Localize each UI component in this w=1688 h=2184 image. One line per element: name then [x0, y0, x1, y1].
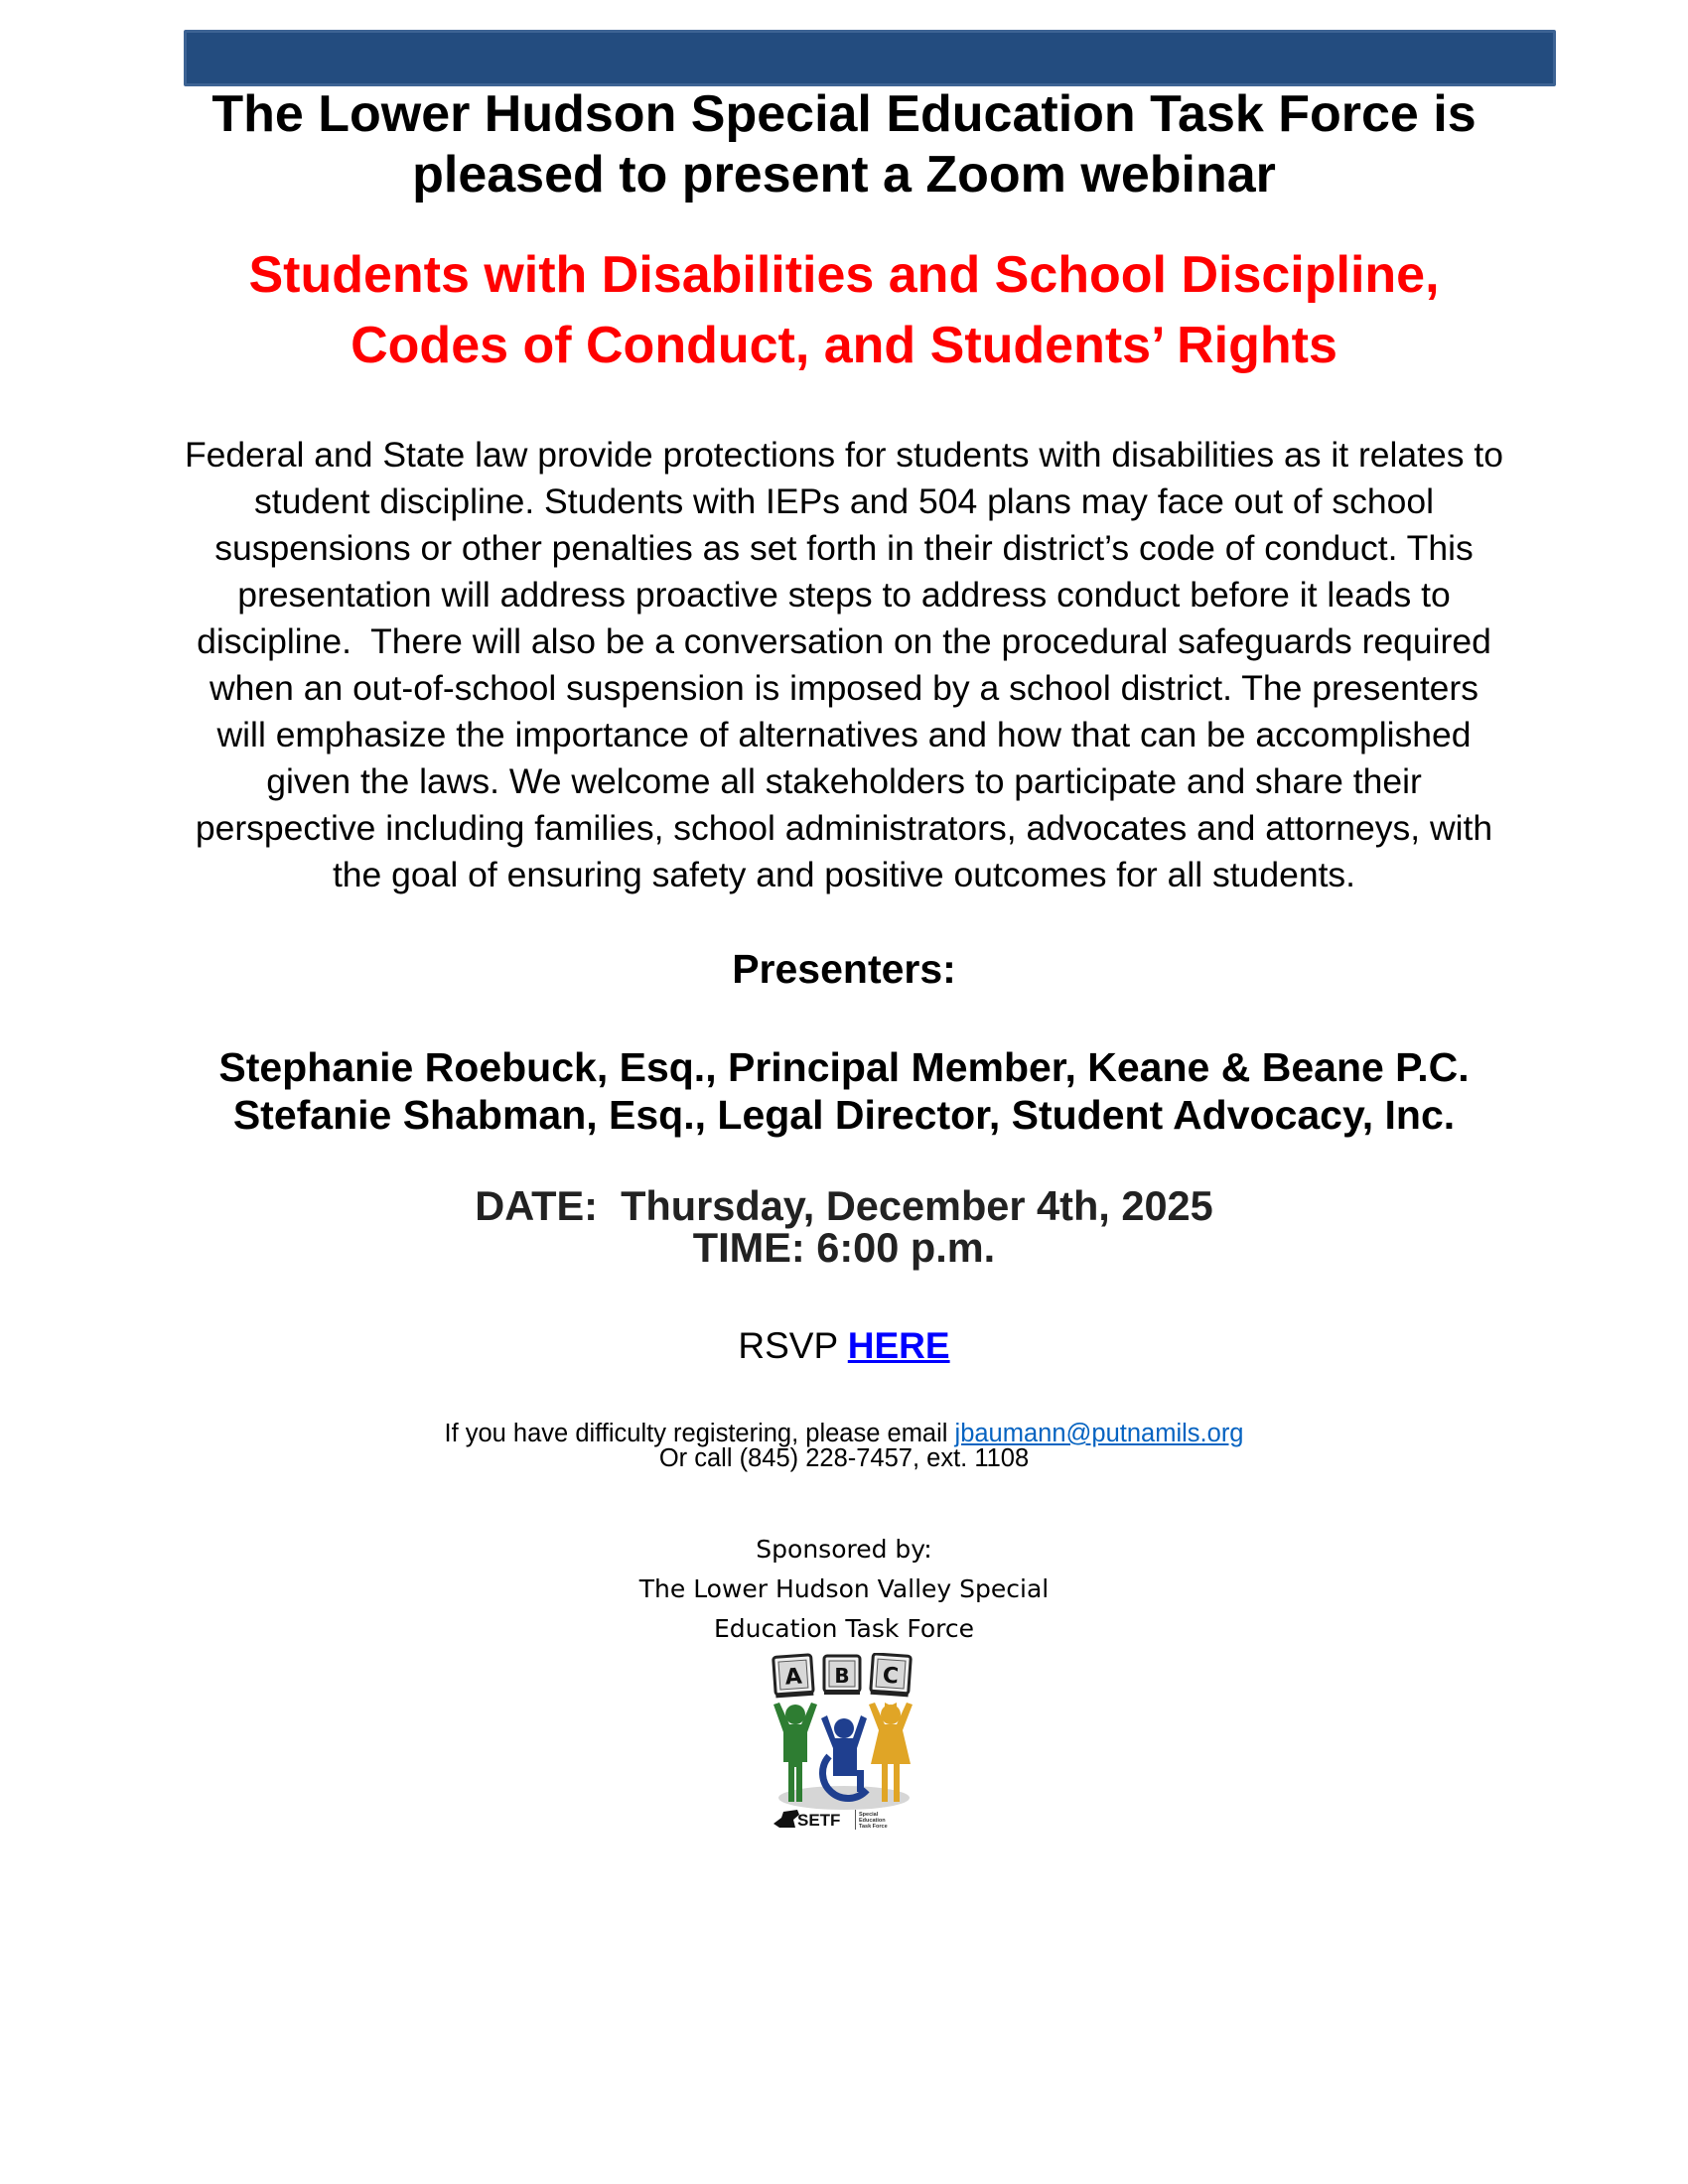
- description-line: will emphasize the importance of alternatives and how that can be accomplished: [216, 715, 1472, 754]
- event-time: TIME: 6:00 p.m.: [692, 1224, 996, 1271]
- contact-phone: Or call (845) 228-7457, ext. 1108: [658, 1444, 1030, 1472]
- intro-heading-line-1: The Lower Hudson Special Education Task Force is: [211, 85, 1477, 143]
- setf-tagline-3: Task Force: [859, 1824, 888, 1830]
- yellow-child-icon: [869, 1703, 913, 1802]
- presenter-2: Stefanie Shabman, Esq., Legal Director, Student Advocacy, Inc.: [232, 1092, 1456, 1138]
- description-line: discipline. There will also be a conversation on the procedural safeguards required: [197, 621, 1491, 661]
- description-line: suspensions or other penalties as set forth in their district’s code of conduct. This: [214, 528, 1474, 568]
- webinar-title-line-1: Students with Disabilities and School Discipline,: [248, 246, 1440, 304]
- sponsor-name-line-1: The Lower Hudson Valley Special: [638, 1574, 1050, 1603]
- sponsor-name-line-2: Education Task Force: [714, 1614, 974, 1643]
- presenter-1: Stephanie Roebuck, Esq., Principal Member, Keane & Beane P.C.: [218, 1044, 1470, 1090]
- intro-heading-line-2: pleased to present a Zoom webinar: [412, 146, 1276, 204]
- description-line: presentation will address proactive steps to address conduct before it leads to: [237, 575, 1451, 614]
- header-banner: [184, 30, 1556, 86]
- green-child-icon: [774, 1703, 817, 1802]
- description-line: student discipline. Students with IEPs and 504 plans may face out of school: [254, 481, 1434, 521]
- description-line: given the laws. We welcome all stakeholders to participate and share their: [266, 761, 1422, 801]
- description-line: perspective including families, school administrators, advocates and attorneys, with: [195, 808, 1493, 848]
- presenters-label: Presenters:: [732, 946, 956, 992]
- setf-tagline-2: Education: [859, 1818, 886, 1824]
- webinar-title-line-2: Codes of Conduct, and Students’ Rights: [351, 317, 1337, 374]
- contact-email-link[interactable]: jbaumann@putnamils.org: [954, 1420, 1244, 1447]
- event-date: DATE: Thursday, December 4th, 2025: [475, 1182, 1213, 1229]
- setf-tagline-1: Special: [859, 1812, 879, 1818]
- block-letter-c: C: [881, 1663, 900, 1690]
- setf-wordmark: [774, 1810, 888, 1830]
- abc-blocks-icon: [774, 1654, 912, 1699]
- rsvp-label: RSVP: [738, 1325, 838, 1366]
- block-letter-b: B: [834, 1664, 850, 1688]
- setf-logo: [770, 1653, 918, 1832]
- rsvp-here-link[interactable]: HERE: [847, 1325, 950, 1366]
- new-york-state-icon: [774, 1810, 799, 1828]
- sponsored-by-label: Sponsored by:: [756, 1535, 932, 1564]
- wheelchair-child-icon: [821, 1715, 867, 1798]
- setf-acronym: SETF: [797, 1811, 841, 1830]
- description-line: the goal of ensuring safety and positive outcomes for all students.: [332, 855, 1356, 894]
- rsvp-row: [0, 1324, 1688, 1368]
- contact-email-prefix: If you have difficulty registering, please email: [444, 1420, 955, 1447]
- description-line: Federal and State law provide protections for students with disabilities as it relates to: [185, 435, 1503, 475]
- block-letter-a: A: [783, 1664, 803, 1691]
- description-line: when an out-of-school suspension is imposed by a school district. The presenters: [209, 668, 1479, 708]
